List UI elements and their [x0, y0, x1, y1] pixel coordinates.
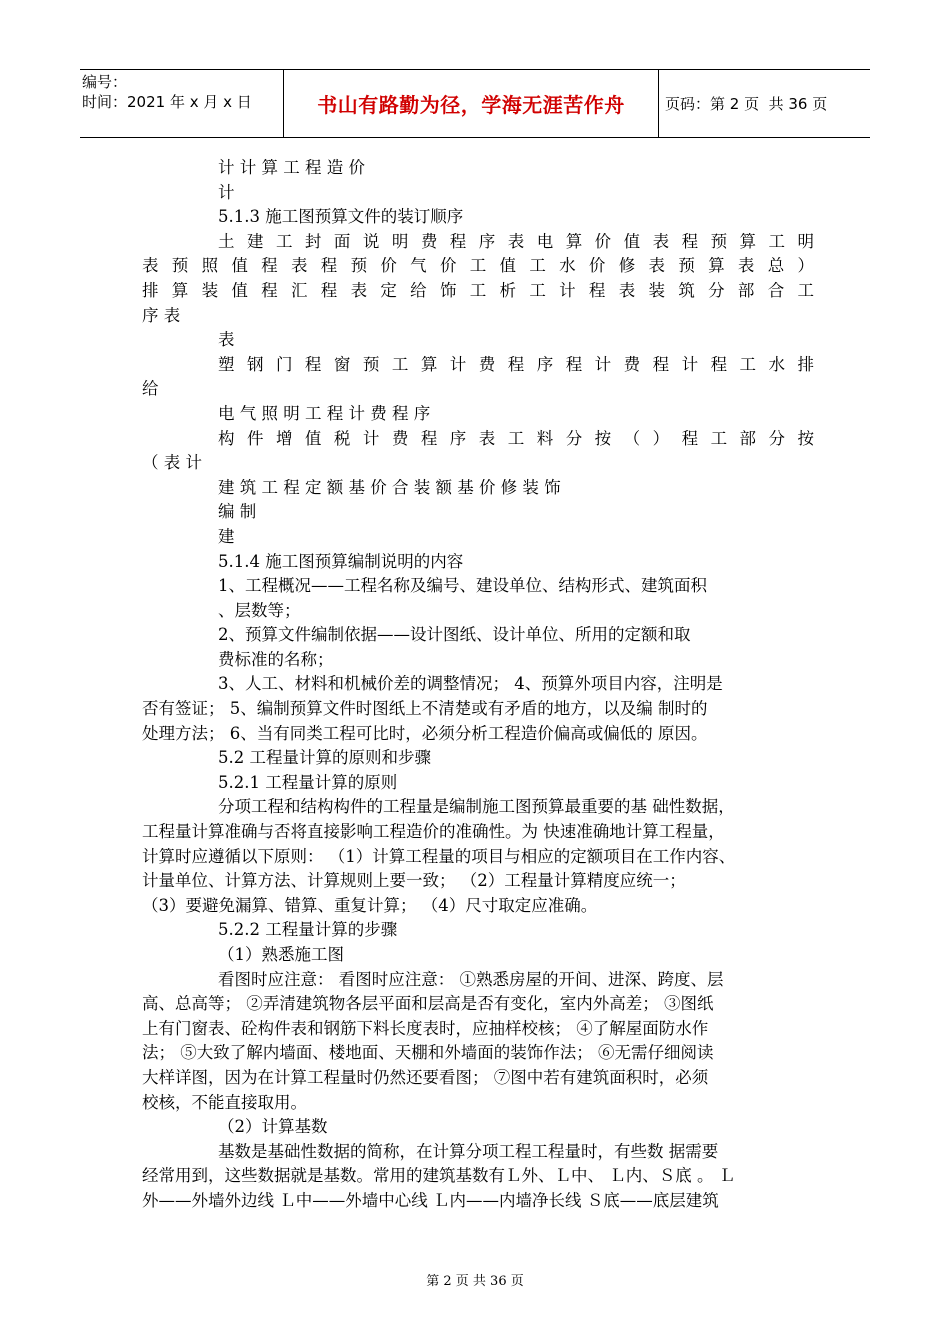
text-line: 5.1.3 施工图预算文件的装订顺序 [218, 207, 464, 227]
text-line: 校核，不能直接取用。 [142, 1092, 307, 1112]
text-line: 电 气 照 明 工 程 计 费 程 序 [218, 403, 431, 423]
header-page-cell [659, 70, 870, 137]
page-footer: 第 2 页 共 36 页 [426, 1274, 524, 1289]
text-line: 计量单位、计算方法、计算规则上要一致； （2）工程量计算精度应统一； [142, 871, 686, 891]
text-line: 工程量计算准确与否将直接影响工程造价的准确性。为 快速准确地计算工程量， [142, 822, 725, 842]
text-line: 大样详图，因为在计算工程量时仍然还要看图； ⑦图中若有建筑面积时，必须 [142, 1067, 709, 1087]
text-line: 序 表 [142, 305, 181, 325]
text-line: 经常用到，这些数据就是基数。常用的建筑基数有Ｌ外、Ｌ中、 Ｌ内、Ｓ底 。 Ｌ [142, 1166, 736, 1186]
text-line: 费标准的名称； [218, 649, 334, 669]
text-line: 表 [218, 330, 235, 350]
text-line: 给 [142, 379, 159, 399]
text-line: （3）要避免漏算、错算、重复计算； （4）尺寸取定应准确。 [142, 895, 598, 915]
text-line: 、层数等； [218, 600, 301, 620]
document-body [142, 156, 814, 1214]
text-line: 基数是基础性数据的简称，在计算分项工程工程量时，有些数 据需要 [218, 1141, 719, 1161]
text-line: 建 [218, 526, 235, 546]
header-page-label: 页码：第 2 页 共 36 页 [665, 95, 828, 113]
text-line: 上有门窗表、砼构件表和钢筋下料长度表时，应抽样校核； ④了解屋面防水作 [142, 1018, 709, 1038]
text-line: 构 件 增 值 税 计 费 程 序 表 工 料 分 按 （ ） 程 工 部 分 按 [218, 428, 814, 448]
text-line: 高、总高等； ②弄清建筑物各层平面和层高是否有变化，室内外高差； ③图纸 [142, 994, 714, 1014]
text-line: 看图时应注意： 看图时应注意： ①熟悉房屋的开间、进深、跨度、层 [218, 969, 724, 989]
text-line: 计 计 算 工 程 造 价 [218, 158, 365, 177]
text-line: 处理方法； 6、当有同类工程可比时，必须分析工程造价偏高或偏低的 原因。 [142, 723, 708, 743]
document-time-label: 时间：2021 年 x 月 x 日 [82, 93, 252, 111]
header-table [80, 69, 870, 138]
text-line: 外——外墙外边线 Ｌ中——外墙中心线 Ｌ内——内墙净长线 Ｓ底——底层建筑 [142, 1190, 719, 1210]
document-number-label: 编号： [82, 73, 128, 91]
text-line: 建 筑 工 程 定 额 基 价 合 装 额 基 价 修 装 饰 [218, 477, 561, 497]
header-left-cell [80, 70, 284, 137]
text-line: 土 建 工 封 面 说 明 费 程 序 表 电 算 价 值 表 程 预 算 工 明 [218, 231, 814, 251]
text-line: 5.2 工程量计算的原则和步骤 [218, 748, 431, 768]
text-line: 5.2.1 工程量计算的原则 [218, 772, 398, 792]
text-line: 否有签证； 5、编制预算文件时图纸上不清楚或有矛盾的地方，以及编 制时的 [142, 699, 708, 719]
text-line: 2、预算文件编制依据——设计图纸、设计单位、所用的定额和取 [218, 625, 691, 645]
text-line: （ 表 计 [142, 453, 202, 473]
text-line: 计 [218, 182, 235, 202]
text-line: 计算时应遵循以下原则： （1）计算工程量的项目与相应的定额项目在工作内容、 [142, 846, 736, 866]
header-motto: 书山有路勤为径，学海无涯苦作舟 [284, 70, 659, 137]
text-line: 5.2.2 工程量计算的步骤 [218, 920, 398, 940]
text-line: 法； ⑤大致了解内墙面、楼地面、天棚和外墙面的装饰作法； ⑥无需仔细阅读 [142, 1043, 714, 1063]
text-line: 5.1.4 施工图预算编制说明的内容 [218, 551, 464, 571]
text-line: 排 算 装 值 程 汇 程 表 定 给 饰 工 析 工 计 程 表 装 筑 分 部 合 工 [142, 280, 814, 300]
text-line: 1、工程概况——工程名称及编号、建设单位、结构形式、建筑面积 [218, 576, 707, 596]
text-line: 编 制 [218, 502, 257, 522]
text-line: 分项工程和结构构件的工程量是编制施工图预算最重要的基 础性数据， [218, 797, 735, 817]
text-line: （1）熟悉施工图 [218, 945, 344, 964]
text-line: 塑 钢 门 程 窗 预 工 算 计 费 程 序 程 计 费 程 计 程 工 水 排 [218, 354, 814, 374]
text-line: （2）计算基数 [218, 1117, 328, 1137]
text-line: 表 预 照 值 程 表 程 预 价 气 价 工 值 工 水 价 修 表 预 算 表 总 ） [142, 256, 814, 276]
text-line: 3、人工、材料和机械价差的调整情况； 4、预算外项目内容，注明是 [218, 674, 723, 694]
